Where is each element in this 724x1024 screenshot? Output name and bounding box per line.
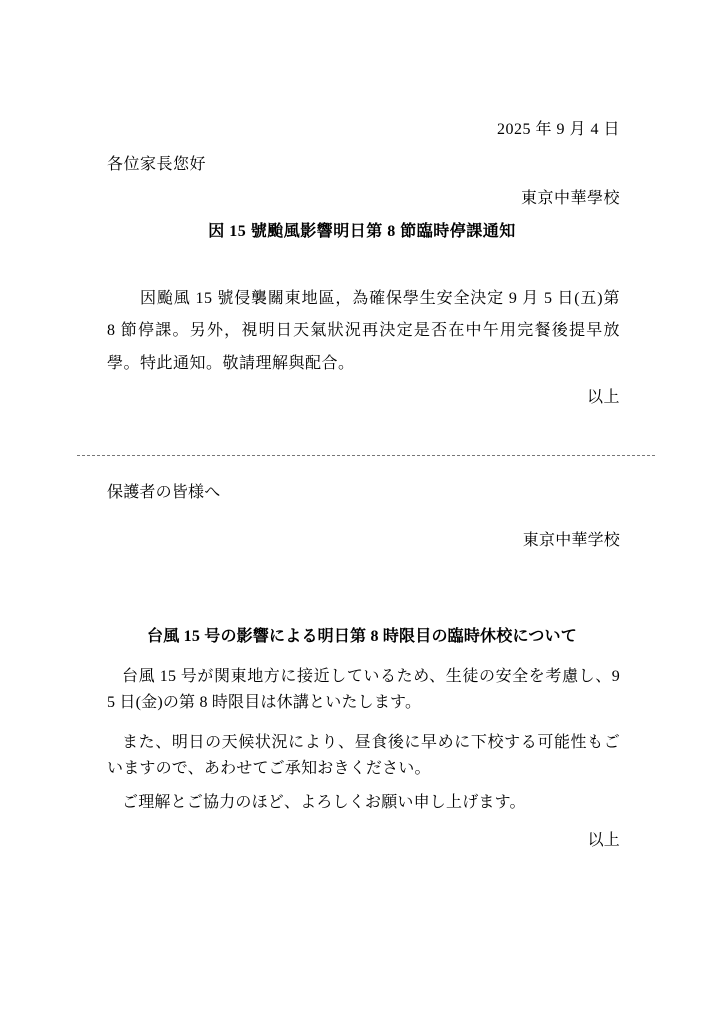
japanese-body-line: いますので、あわせてご承知おきください。 [107, 760, 431, 777]
cut-line-divider [77, 455, 655, 456]
notice-date: 2025 年 9 月 4 日 [496, 121, 620, 138]
japanese-body-line: 5 日(金)の第 8 時限目は休講といたします。 [107, 694, 422, 711]
japanese-title: 台風 15 号の影響による明日第 8 時限目の臨時休校について [147, 628, 577, 645]
japanese-greeting: 保護者の皆様へ [107, 484, 221, 501]
japanese-body-line: また、明日の天候状況により、昼食後に早めに下校する可能性もご [122, 734, 620, 751]
japanese-sender: 東京中華学校 [522, 532, 620, 549]
japanese-body-line: ご理解とご協力のほど、よろしくお願い申し上げます。 [122, 794, 526, 811]
chinese-body-line: 學。特此通知。敬請理解與配合。 [107, 355, 355, 372]
chinese-closing: 以上 [586, 389, 620, 406]
chinese-body-line: 8 節停課。另外，視明日天氣狀況再決定是否在中午用完餐後提早放 [107, 322, 620, 339]
japanese-body-line: 台風 15 号が関東地方に接近しているため、生徒の安全を考慮し、9 [122, 668, 620, 685]
chinese-title: 因 15 號颱風影響明日第 8 節臨時停課通知 [208, 223, 516, 240]
chinese-sender: 東京中華學校 [520, 190, 620, 207]
chinese-body-line: 因颱風 15 號侵襲關東地區，為確保學生安全決定 9 月 5 日(五)第 [140, 290, 620, 307]
japanese-closing: 以上 [587, 832, 620, 849]
chinese-greeting: 各位家長您好 [107, 156, 207, 173]
